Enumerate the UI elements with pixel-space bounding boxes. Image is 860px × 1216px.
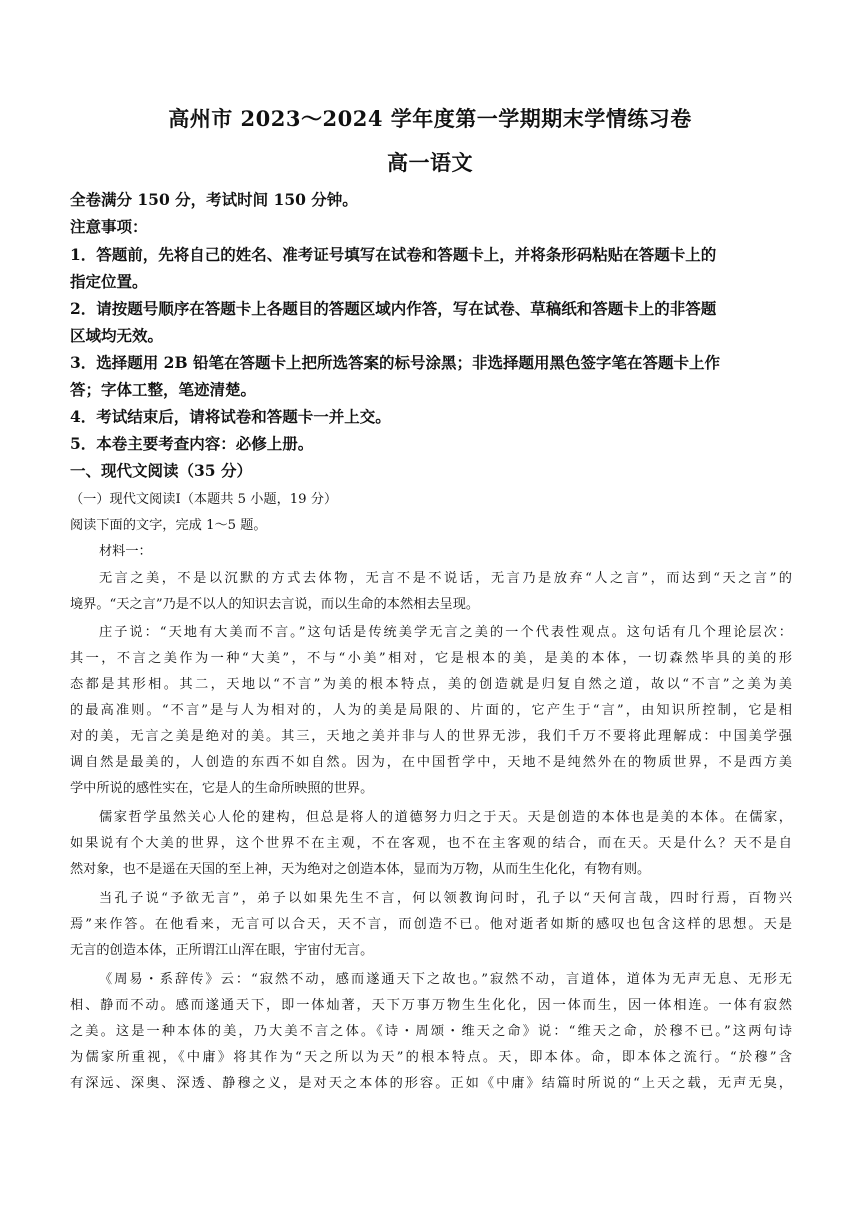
passage-line: 的最高准则。“不言”是与人为相对的，人为的美是局限的、片面的，它产生于“言”，由知识所控制，它是相	[70, 703, 792, 718]
passage-line: 学中所说的感性实在，它是人的生命所映照的世界。	[70, 781, 374, 796]
passage-line: 境界。“天之言”乃是不以人的知识去言说，而以生命的本然相去呈现。	[70, 597, 480, 612]
passage-line: 无言的创造本体，正所谓江山浑在眼，宇宙付无言。	[70, 943, 374, 958]
notice-item-2: 2．请按题号顺序在答题卡上各题目的答题区域内作答，写在试卷、草稿纸和答题卡上的非答题	[70, 299, 717, 318]
section-heading: 一、现代文阅读（35 分）	[70, 461, 252, 480]
sub-section-heading: （一）现代文阅读Ⅰ（本题共 5 小题，19 分）	[70, 492, 338, 507]
notice-item-5: 5．本卷主要考查内容：必修上册。	[70, 434, 314, 453]
passage-line: 调自然是最美的，人创造的东西不如自然。因为，在中国哲学中，天地不是纯然外在的物质世界，不是西方美	[70, 755, 792, 770]
passage-line: 有深远、深奥、深透、静穆之义，是对天之本体的形容。正如《中庸》结篇时所说的“上天之载，无声无臭，	[70, 1076, 792, 1091]
passage-line: 之美。这是一种本体的美，乃大美不言之体。《诗・周颂・维天之命》说：“维天之命，於穆不已。”这两句诗	[70, 1024, 792, 1039]
passage-line: 对的美，无言之美是绝对的美。其三，天地之美并非与人的世界无涉，我们千万不要将此理解成：中国美学强	[70, 729, 792, 744]
exam-title: 高州市 2023～2024 学年度第一学期期末学情练习卷	[168, 106, 692, 131]
passage-line: 《周易・系辞传》云：“寂然不动，感而遂通天下之故也。”寂然不动，言道体，道体为无声无息、无形无	[99, 972, 792, 987]
passage-line: 当孔子说“予欲无言”，弟子以如果先生不言，何以领教询问时，孔子以“天何言哉，四时行焉，百物兴	[99, 891, 792, 906]
notice-item-1: 1．答题前，先将自己的姓名、准考证号填写在试卷和答题卡上，并将条形码粘贴在答题卡上的	[70, 245, 717, 264]
notice-item-4: 4．考试结束后，请将试卷和答题卡一并上交。	[70, 407, 391, 426]
passage-line: 无言之美，不是以沉默的方式去体物，无言不是不说话，无言乃是放弃“人之言”，而达到“天之言”的	[99, 571, 792, 586]
score-time-line: 全卷满分 150 分，考试时间 150 分钟。	[70, 190, 358, 209]
material-label: 材料一：	[99, 544, 152, 559]
notice-item-2-cont: 区域均无效。	[70, 326, 164, 345]
subject-title: 高一语文	[387, 150, 473, 175]
passage-line: 相、静而不动。感而遂通天下，即一体灿著，天下万事万物生生化化，因一体而生，因一体相连。一体有寂然	[70, 998, 792, 1013]
passage-line: 焉”来作答。在他看来，无言可以合天，天不言，而创造不已。他对逝者如斯的感叹也包含这样的思想。天是	[70, 917, 792, 932]
passage-line: 庄子说：“天地有大美而不言。”这句话是传统美学无言之美的一个代表性观点。这句话有几个理论层次：	[99, 625, 792, 640]
notice-item-3: 3．选择题用 2B 铅笔在答题卡上把所选答案的标号涂黑；非选择题用黑色签字笔在答题卡上作	[70, 353, 720, 372]
notice-title: 注意事项：	[70, 217, 148, 236]
passage-line: 儒家哲学虽然关心人伦的建构，但总是将人的道德努力归之于天。天是创造的本体也是美的本体。在儒家，	[99, 810, 792, 825]
reading-instruction: 阅读下面的文字，完成 1～5 题。	[70, 518, 267, 533]
passage-line: 然对象，也不是遥在天国的至上神，天为绝对之创造本体，显而为万物，从而生生化化，有物有则。	[70, 862, 651, 877]
passage-line: 如果说有个大美的世界，这个世界不在主观，不在客观，也不在主客观的结合，而在天。天是什么？天不是自	[70, 836, 792, 851]
passage-line: 其一，不言之美作为一种“大美”，不与“小美”相对，它是根本的美，是美的本体，一切森然毕具的美的形	[70, 651, 792, 666]
notice-item-1-cont: 指定位置。	[70, 272, 148, 291]
passage-line: 为儒家所重视，《中庸》将其作为“天之所以为天”的根本特点。天，即本体。命，即本体之流行。“於穆”含	[70, 1050, 792, 1065]
notice-item-3-cont: 答；字体工整，笔迹清楚。	[70, 380, 257, 399]
passage-line: 态都是其形相。其二，天地以“不言”为美的根本特点，美的创造就是归复自然之道，故以“不言”之美为美	[70, 677, 792, 692]
